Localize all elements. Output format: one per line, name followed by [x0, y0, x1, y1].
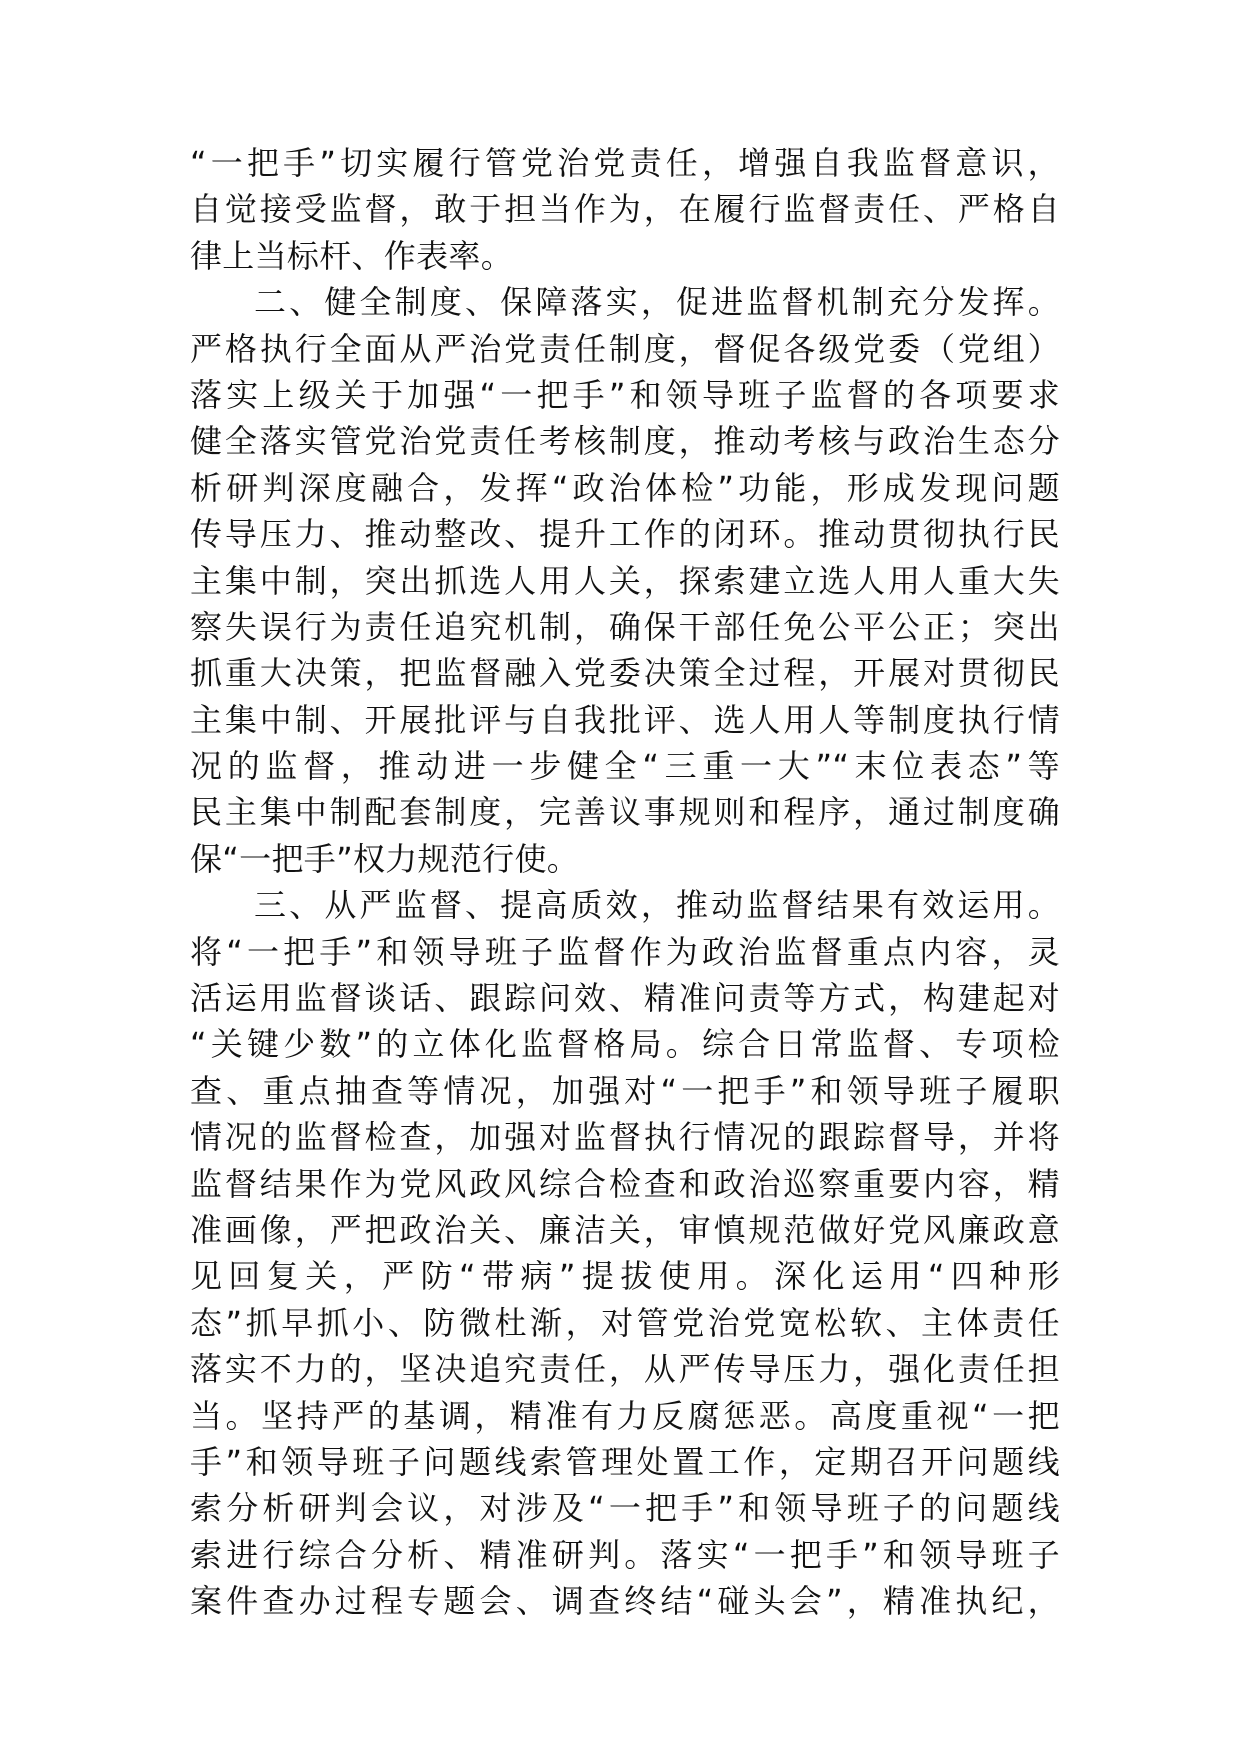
text-line: 案件查办过程专题会、调查终结“碰头会”，精准执纪， [190, 1582, 1060, 1621]
text-line: 察失误行为责任追究机制，确保干部任免公平公正；突出 [190, 607, 1060, 646]
text-line: 将“一把手”和领导班子监督作为政治监督重点内容，灵 [190, 932, 1060, 971]
text-line: 监督结果作为党风政风综合检查和政治巡察重要内容，精 [190, 1164, 1060, 1203]
text-line: 活运用监督谈话、跟踪问效、精准问责等方式，构建起对 [190, 979, 1060, 1018]
text-line: 索分析研判会议，对涉及“一把手”和领导班子的问题线 [190, 1489, 1060, 1528]
text-line: 况的监督，推动进一步健全“三重一大”“末位表态”等 [190, 747, 1060, 786]
paragraph-2 [190, 279, 1060, 882]
text-line: 准画像，严把政治关、廉洁关，审慎规范做好党风廉政意 [190, 1210, 1060, 1249]
paragraph-1 [190, 140, 1060, 279]
text-line: 二、健全制度、保障落实，促进监督机制充分发挥。 [254, 283, 1060, 322]
text-line: 三、从严监督、提高质效，推动监督结果有效运用。 [254, 886, 1060, 925]
text-line: 主集中制，突出抓选人用人关，探索建立选人用人重大失 [190, 561, 1060, 600]
text-line: 查、重点抽查等情况，加强对“一把手”和领导班子履职 [190, 1071, 1060, 1110]
text-line: 情况的监督检查，加强对监督执行情况的跟踪督导，并将 [190, 1118, 1060, 1157]
text-line: 严格执行全面从严治党责任制度，督促各级党委（党组） [190, 329, 1060, 368]
text-line: 析研判深度融合，发挥“政治体检”功能，形成发现问题 [190, 468, 1060, 507]
text-line: “关键少数”的立体化监督格局。综合日常监督、专项检 [190, 1025, 1060, 1064]
text-line: 索进行综合分析、精准研判。落实“一把手”和领导班子 [190, 1535, 1060, 1574]
text-line: 落实不力的，坚决追究责任，从严传导压力，强化责任担 [190, 1350, 1060, 1389]
text-line: 自觉接受监督，敢于担当作为，在履行监督责任、严格自 [190, 190, 1060, 229]
text-line: 保“一把手”权力规范行使。 [190, 839, 580, 878]
text-line: “一把手”切实履行管党治党责任，增强自我监督意识， [190, 144, 1060, 182]
text-line: 抓重大决策，把监督融入党委决策全过程，开展对贯彻民 [190, 654, 1060, 693]
text-line: 落实上级关于加强“一把手”和领导班子监督的各项要求 [190, 375, 1060, 414]
text-line: 律上当标杆、作表率。 [190, 236, 514, 275]
text-line: 见回复关，严防“带病”提拔使用。深化运用“四种形 [190, 1257, 1060, 1296]
text-line: 当。坚持严的基调，精准有力反腐惩恶。高度重视“一把 [190, 1396, 1060, 1435]
text-line: 主集中制、开展批评与自我批评、选人用人等制度执行情 [190, 700, 1060, 739]
body-text [190, 140, 1060, 1625]
text-line: 手”和领导班子问题线索管理处置工作，定期召开问题线 [190, 1442, 1060, 1481]
text-line: 传导压力、推动整改、提升工作的闭环。推动贯彻执行民 [190, 515, 1060, 554]
text-line: 态”抓早抓小、防微杜渐，对管党治党宽松软、主体责任 [190, 1303, 1060, 1342]
text-line: 健全落实管党治党责任考核制度，推动考核与政治生态分 [190, 422, 1060, 461]
text-line: 民主集中制配套制度，完善议事规则和程序，通过制度确 [190, 793, 1060, 832]
paragraph-3 [190, 882, 1060, 1624]
